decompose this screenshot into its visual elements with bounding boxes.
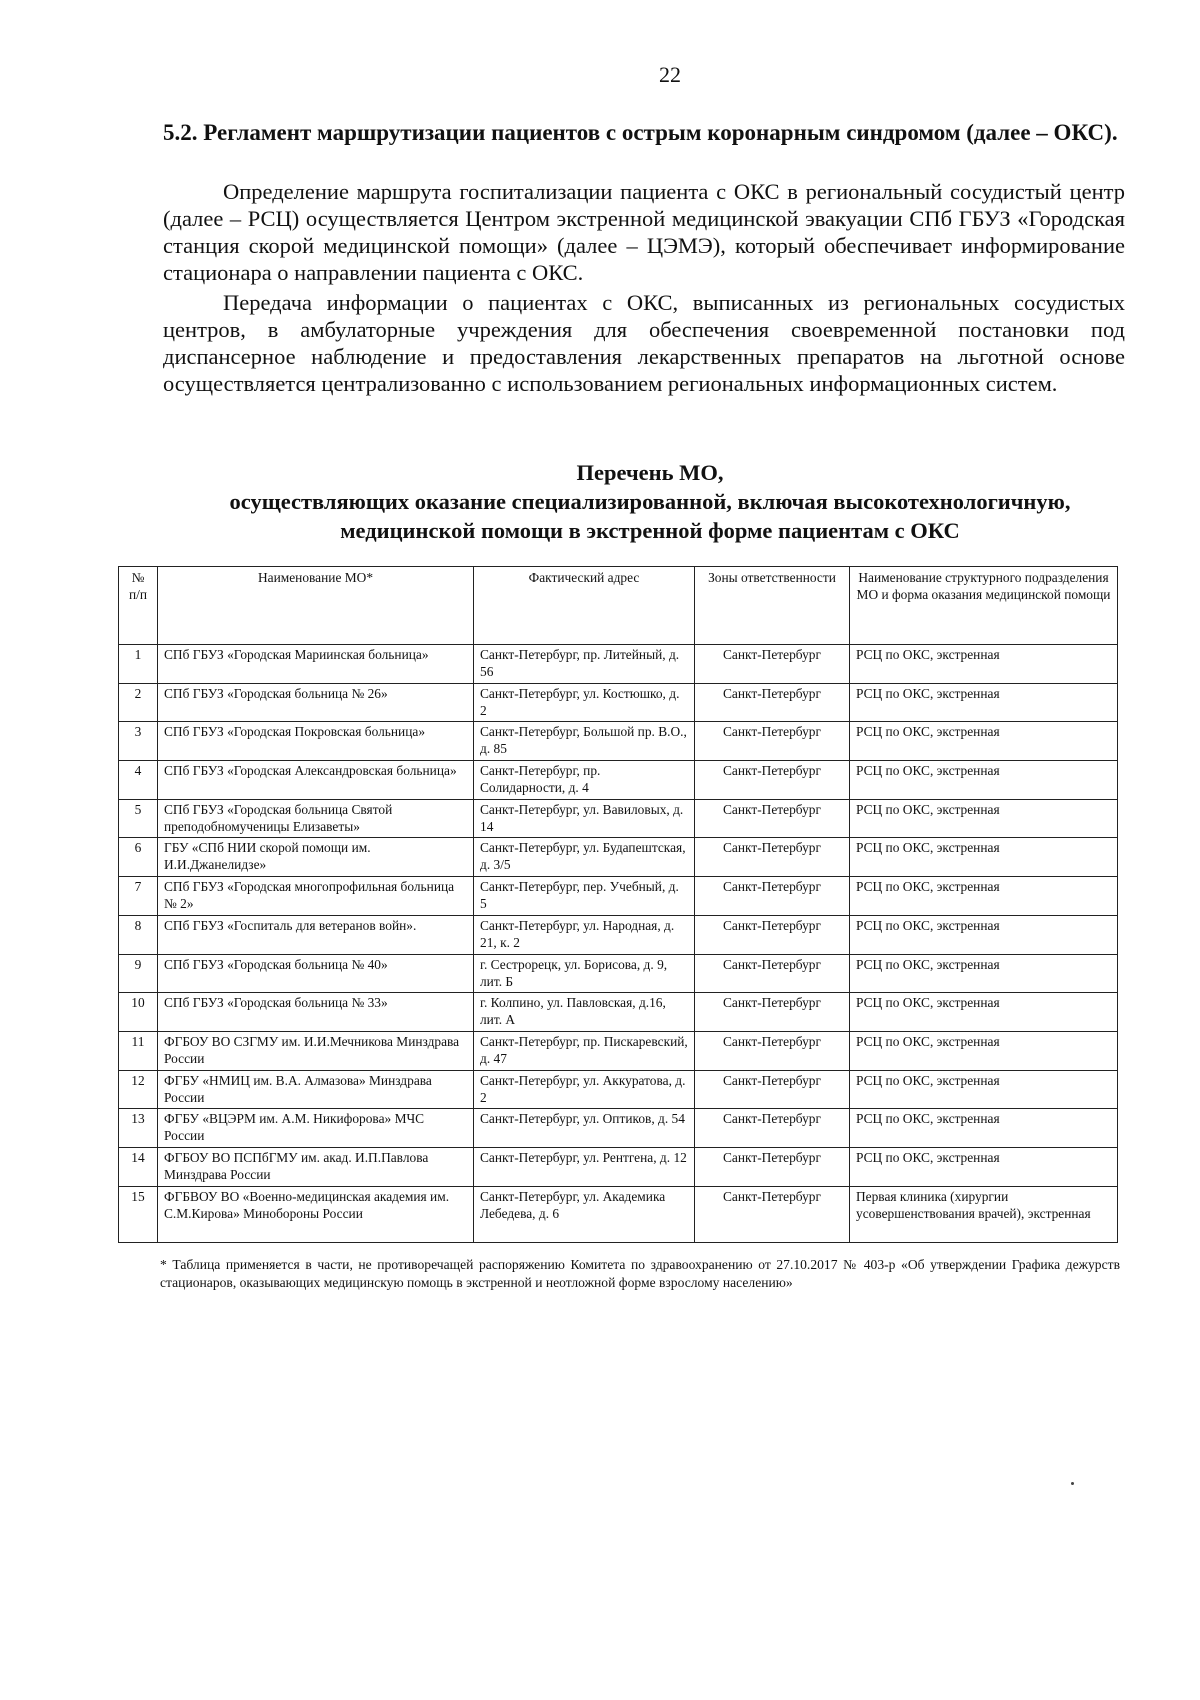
cell-address: Санкт-Петербург, ул. Народная, д. 21, к. 2 (474, 915, 695, 954)
cell-address: Санкт-Петербург, ул. Аккуратова, д. 2 (474, 1070, 695, 1109)
paragraph-routing: Определение маршрута госпитализации пациента с ОКС в региональный сосудистый центр (далее – РСЦ) осуществляется Центром экстренной медицинской эвакуации СПб ГБУЗ «Городская станция скорой медицинской помощи» (далее – ЦЭМЭ), который обеспечивает информирование стационара о направлении пациента с ОКС. (163, 179, 1125, 285)
header-name: Наименование МО* (158, 567, 474, 645)
cell-zone: Санкт-Петербург (695, 1186, 850, 1242)
cell-name: ФГБУ «ВЦЭРМ им. А.М. Никифорова» МЧС России (158, 1109, 474, 1148)
cell-name: ГБУ «СПб НИИ скорой помощи им. И.И.Джанелидзе» (158, 838, 474, 877)
cell-division: РСЦ по ОКС, экстренная (850, 954, 1118, 993)
cell-address: Санкт-Петербург, ул. Будапештская, д. 3/5 (474, 838, 695, 877)
cell-name: СПб ГБУЗ «Городская больница № 40» (158, 954, 474, 993)
cell-num: 2 (119, 683, 158, 722)
footnote: * Таблица применяется в части, не противоречащей распоряжению Комитета по здравоохранению от 27.10.2017 № 403-р «Об утверждении Графика дежурств стационаров, оказывающих медицинскую помощь в экстренной и неотложной форме взрослому населению» (160, 1257, 1120, 1290)
table-row (119, 1031, 1118, 1070)
cell-num: 7 (119, 877, 158, 916)
cell-division: РСЦ по ОКС, экстренная (850, 838, 1118, 877)
cell-name: СПб ГБУЗ «Городская многопрофильная больница № 2» (158, 877, 474, 916)
cell-division: РСЦ по ОКС, экстренная (850, 993, 1118, 1032)
cell-name: СПб ГБУЗ «Городская больница № 26» (158, 683, 474, 722)
list-title-line-3: медицинской помощи в экстренной форме пациентам с ОКС (340, 518, 960, 543)
table-row (119, 1186, 1118, 1242)
cell-address: Санкт-Петербург, ул. Оптиков, д. 54 (474, 1109, 695, 1148)
cell-num: 15 (119, 1186, 158, 1242)
cell-zone: Санкт-Петербург (695, 1031, 850, 1070)
medical-organizations-table (118, 566, 1118, 1243)
cell-num: 3 (119, 722, 158, 761)
table-row (119, 761, 1118, 800)
cell-zone: Санкт-Петербург (695, 954, 850, 993)
cell-division: РСЦ по ОКС, экстренная (850, 1031, 1118, 1070)
table-row (119, 1070, 1118, 1109)
cell-name: СПб ГБУЗ «Госпиталь для ветеранов войн». (158, 915, 474, 954)
table-row (119, 1109, 1118, 1148)
cell-division: РСЦ по ОКС, экстренная (850, 683, 1118, 722)
cell-zone: Санкт-Петербург (695, 683, 850, 722)
cell-num: 12 (119, 1070, 158, 1109)
cell-address: Санкт-Петербург, пр. Литейный, д. 56 (474, 645, 695, 684)
cell-zone: Санкт-Петербург (695, 761, 850, 800)
cell-name: ФГБУ «НМИЦ им. В.А. Алмазова» Минздрава России (158, 1070, 474, 1109)
cell-address: Санкт-Петербург, ул. Вавиловых, д. 14 (474, 799, 695, 838)
cell-num: 10 (119, 993, 158, 1032)
scan-speck (1071, 1482, 1074, 1485)
cell-division: РСЦ по ОКС, экстренная (850, 915, 1118, 954)
cell-zone: Санкт-Петербург (695, 1070, 850, 1109)
cell-division: РСЦ по ОКС, экстренная (850, 799, 1118, 838)
cell-address: Санкт-Петербург, ул. Костюшко, д. 2 (474, 683, 695, 722)
cell-zone: Санкт-Петербург (695, 722, 850, 761)
list-title-line-2: осуществляющих оказание специализированной, включая высокотехнологичную, (229, 489, 1071, 514)
cell-num: 13 (119, 1109, 158, 1148)
header-address: Фактический адрес (474, 567, 695, 645)
cell-num: 9 (119, 954, 158, 993)
cell-division: РСЦ по ОКС, экстренная (850, 877, 1118, 916)
cell-zone: Санкт-Петербург (695, 838, 850, 877)
cell-num: 4 (119, 761, 158, 800)
cell-name: СПб ГБУЗ «Городская Александровская больница» (158, 761, 474, 800)
cell-name: ФГБОУ ВО ПСПбГМУ им. акад. И.П.Павлова Минздрава России (158, 1147, 474, 1186)
cell-zone: Санкт-Петербург (695, 915, 850, 954)
header-division: Наименование структурного подразделения МО и форма оказания медицинской помощи (850, 567, 1118, 645)
cell-zone: Санкт-Петербург (695, 645, 850, 684)
cell-zone: Санкт-Петербург (695, 1109, 850, 1148)
cell-name: СПб ГБУЗ «Городская больница № 33» (158, 993, 474, 1032)
table-header-row (119, 567, 1118, 645)
table-row (119, 683, 1118, 722)
cell-division: РСЦ по ОКС, экстренная (850, 722, 1118, 761)
paragraph-data-transfer: Передача информации о пациентах с ОКС, выписанных из региональных сосудистых центров, в амбулаторные учреждения для обеспечения своевременной постановки под диспансерное наблюдение и предоставления лекарственных препаратов на льготной основе осуществляется централизованно с использованием региональных информационных систем. (163, 290, 1125, 396)
cell-address: Санкт-Петербург, Большой пр. В.О., д. 85 (474, 722, 695, 761)
cell-division: РСЦ по ОКС, экстренная (850, 645, 1118, 684)
cell-num: 1 (119, 645, 158, 684)
cell-division: РСЦ по ОКС, экстренная (850, 1070, 1118, 1109)
cell-zone: Санкт-Петербург (695, 877, 850, 916)
table-row (119, 799, 1118, 838)
cell-address: Санкт-Петербург, пр. Солидарности, д. 4 (474, 761, 695, 800)
cell-division: РСЦ по ОКС, экстренная (850, 761, 1118, 800)
cell-division: РСЦ по ОКС, экстренная (850, 1147, 1118, 1186)
cell-num: 14 (119, 1147, 158, 1186)
cell-name: СПб ГБУЗ «Городская больница Святой преподобномученицы Елизаветы» (158, 799, 474, 838)
page-number: 22 (659, 62, 681, 87)
header-zone: Зоны ответственности (695, 567, 850, 645)
cell-name: ФГБВОУ ВО «Военно-медицинская академия им. С.М.Кирова» Минобороны России (158, 1186, 474, 1242)
cell-address: Санкт-Петербург, пер. Учебный, д. 5 (474, 877, 695, 916)
cell-zone: Санкт-Петербург (695, 1147, 850, 1186)
table-row (119, 722, 1118, 761)
table-row (119, 877, 1118, 916)
table-row (119, 954, 1118, 993)
cell-division: РСЦ по ОКС, экстренная (850, 1109, 1118, 1148)
cell-name: СПб ГБУЗ «Городская Мариинская больница» (158, 645, 474, 684)
cell-zone: Санкт-Петербург (695, 993, 850, 1032)
cell-num: 5 (119, 799, 158, 838)
cell-address: г. Сестрорецк, ул. Борисова, д. 9, лит. Б (474, 954, 695, 993)
table-row (119, 915, 1118, 954)
cell-name: ФГБОУ ВО СЗГМУ им. И.И.Мечникова Минздрава России (158, 1031, 474, 1070)
cell-address: Санкт-Петербург, ул. Рентгена, д. 12 (474, 1147, 695, 1186)
cell-num: 8 (119, 915, 158, 954)
list-title (150, 458, 1150, 545)
table-row (119, 645, 1118, 684)
header-num: № п/п (119, 567, 158, 645)
list-title-line-1: Перечень МО, (576, 460, 724, 485)
cell-zone: Санкт-Петербург (695, 799, 850, 838)
cell-division: Первая клиника (хирургии усовершенствования врачей), экстренная (850, 1186, 1118, 1242)
table-row (119, 838, 1118, 877)
cell-num: 6 (119, 838, 158, 877)
section-heading: 5.2. Регламент маршрутизации пациентов с острым коронарным синдромом (далее – ОКС). (163, 120, 1118, 145)
table-row (119, 1147, 1118, 1186)
cell-name: СПб ГБУЗ «Городская Покровская больница» (158, 722, 474, 761)
cell-num: 11 (119, 1031, 158, 1070)
table-row (119, 993, 1118, 1032)
cell-address: Санкт-Петербург, пр. Пискаревский, д. 47 (474, 1031, 695, 1070)
cell-address: Санкт-Петербург, ул. Академика Лебедева, д. 6 (474, 1186, 695, 1242)
cell-address: г. Колпино, ул. Павловская, д.16, лит. А (474, 993, 695, 1032)
